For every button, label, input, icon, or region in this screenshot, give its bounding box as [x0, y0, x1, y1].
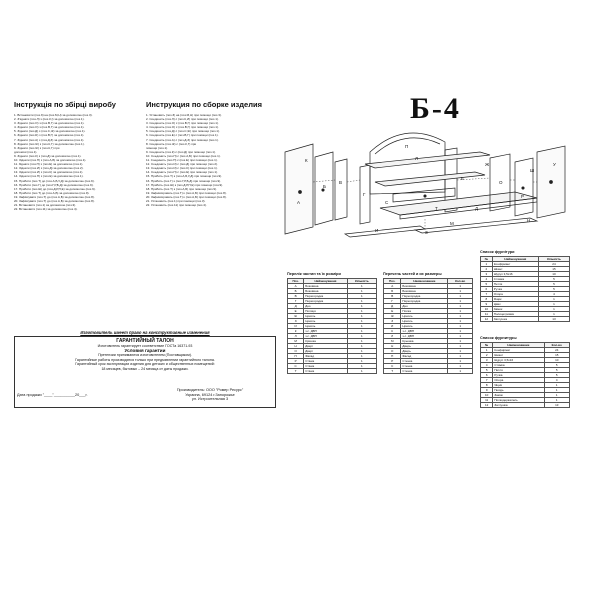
table-cell: К [288, 329, 304, 334]
warranty-line5: 18 месяцев, бытовых – 24 месяца от даты продажи. [101, 366, 189, 371]
table-cell: Н [384, 344, 401, 349]
table-cell: Г [384, 299, 401, 304]
table-cell: Ящик [493, 383, 544, 388]
warranty-line4: Гарантийный срок эксплуатации изделия для детских и общественных помещений: [75, 362, 215, 367]
table-cell: Опора [493, 378, 544, 383]
table-cell: з.с. ДВП [401, 329, 448, 334]
table-cell: Р [384, 359, 401, 364]
table-cell: С [288, 364, 304, 369]
instruction-step: 4. Зіднати (поз.О) з (поз.В,Г) за допомогою (поз.1). [14, 125, 85, 130]
diagram-part-label: И [375, 228, 379, 233]
hw-ua-title: Список фурнітури [480, 250, 515, 254]
instruction-step: 15. Прибити (поз.Т) до (поз.А,Б,У,Д) за допомогою (поз.9). [14, 178, 95, 183]
instruction-step: 10. Зіднати (поз.П) з (поз.А,Б) за допомогою (поз.1). [14, 158, 87, 163]
table-cell: 1 [538, 302, 569, 307]
table-cell: Стінка [304, 364, 348, 369]
table-cell: 3 [481, 272, 493, 277]
instruction-step: 22. Встановити (поз.11) за допомогою (поз.4). [14, 207, 78, 212]
table-cell: Петля [493, 368, 544, 373]
diagram-part-label: У [553, 162, 556, 167]
instruction-step: 5. Зіднати (поз.Д) з (поз.С,Ж) за допомогою (поз.1). [14, 129, 86, 134]
table-row [481, 403, 570, 408]
table-cell: 1 [347, 284, 376, 289]
table-cell: Перегородка [401, 294, 448, 299]
table-cell: 10 [481, 393, 493, 398]
table-cell: Стінка [304, 369, 348, 374]
diagram-part-label: М [450, 221, 454, 226]
table-cell: Б [384, 289, 401, 294]
instruction-step: 15. Прибить (поз.Т) к (поз.А,Б,У,Д) при помощи (поз.9). [146, 174, 223, 179]
table-cell: Боковина [304, 284, 348, 289]
table-cell: 12 [481, 317, 493, 322]
table-header: Кількість [538, 257, 569, 262]
table-cell: 1 [448, 284, 473, 289]
table-cell: 1 [448, 364, 473, 369]
manufacturer-address1: Украина, 69124 г.Запорожье [185, 392, 235, 397]
table-cell: 13 [544, 403, 570, 408]
instruction-step: 3. Соединить (поз.О) с (поз.В,Г) при помощи (поз.1). [146, 121, 219, 126]
table-cell: 5 [538, 282, 569, 287]
parts-table-ua [287, 278, 377, 374]
instruction-step: 8. Соединить (поз.Ж) с (поз.К,Г) при [146, 141, 197, 146]
table-cell: 1 [448, 299, 473, 304]
table-cell: Кришка [304, 339, 348, 344]
instruction-step: 13. Зіднати (поз.И) з (поз.К) за допомогою (поз.1). [14, 170, 84, 175]
table-cell: Шкант [493, 353, 544, 358]
table-cell: Стяжка [492, 277, 538, 282]
instruction-step: 2. З'єднати (поз.Л) з (поз.К,І) за допомогою (поз.1). [14, 117, 85, 122]
table-cell: Дно [401, 304, 448, 309]
parts-ru-title: Перечень частей и их размеры [383, 272, 442, 276]
table-cell: Двері [304, 344, 348, 349]
table-cell: 7 [481, 378, 493, 383]
table-cell: 9 [481, 388, 493, 393]
table-cell: 1 [448, 349, 473, 354]
instruction-step: 14. Зіднати (поз.П) з (поз.Е) за допомогою (поз.1). [14, 174, 84, 179]
table-header: Найменування [492, 257, 538, 262]
table-cell: Цоколь [401, 324, 448, 329]
table-cell: Стенка [401, 359, 448, 364]
table-cell: Полка [401, 309, 448, 314]
instruction-step: 6. Зіднати (поз.Є) з (поз.В,Г) за допомогою (поз.1). [14, 133, 85, 138]
table-cell: 6 [481, 287, 493, 292]
table-cell: 1 [347, 289, 376, 294]
table-cell: Д [288, 304, 304, 309]
table-cell: П [384, 354, 401, 359]
table-cell: Перегородка [304, 299, 348, 304]
diagram-part-label: К [305, 158, 308, 163]
right-steps-list [146, 113, 284, 207]
table-cell: 1 [448, 359, 473, 364]
instruction-step: 1. Встановити (поз.З) на (поз.М,Н) за допомогою (поз.3). [14, 113, 93, 117]
table-cell: И [288, 324, 304, 329]
table-cell: С [384, 364, 401, 369]
instruction-step: 20. Зафіксувати (поз.Т) до (поз.А,Б) за допомогою (поз.8). [14, 198, 95, 203]
table-cell: 1 [347, 339, 376, 344]
table-cell: Стінка [304, 359, 348, 364]
table-cell: Петля [492, 282, 538, 287]
table-row [384, 369, 473, 374]
diagram-part-label: Р [521, 194, 525, 199]
table-cell: А [384, 284, 401, 289]
table-cell: 5 [538, 287, 569, 292]
manufacturer-address2: ул. Истроительная 3 [191, 397, 229, 402]
table-cell: з.с. ДВП [304, 329, 348, 334]
instruction-step: 13. Соединить (поз.И) с (поз.К) при помощи (поз.1). [146, 166, 218, 171]
table-cell: 9 [481, 302, 493, 307]
instruction-step: 2. Соединить (поз.Л) с (поз.К,И) при помощи (поз.1). [146, 117, 219, 122]
table-cell: 1 [544, 383, 570, 388]
table-cell: Т [384, 369, 401, 374]
instruction-step: 18. Прибити (поз.Т) до (поз.А,Б) за допомогою (поз.9). [14, 190, 90, 195]
table-cell: Перегородка [304, 294, 348, 299]
table-cell: 1 [347, 334, 376, 339]
table-cell: Г [288, 299, 304, 304]
table-header: Кол-во [544, 343, 570, 348]
table-cell: 10 [544, 358, 570, 363]
table-header: Наименование [493, 343, 544, 348]
table-cell: В [288, 294, 304, 299]
table-cell: 1 [448, 344, 473, 349]
diagram-part-label: З [425, 230, 428, 235]
table-cell: Боковина [401, 289, 448, 294]
instruction-step: 22. Установить (поз.11) при помощи (поз.4). [146, 203, 207, 208]
table-cell: 1 [448, 294, 473, 299]
instruction-step: 9. Зіднати (поз.К) з (поз.Д) за допомогою (поз.1). [14, 153, 82, 158]
instruction-step: 19. Зафиксировать (поз.Т) к (поз.А,Б) при помощи (поз.8). [146, 190, 227, 195]
table-row [288, 369, 377, 374]
exploded-diagram [275, 122, 575, 247]
instruction-step: 10. Соединить (поз.П) с (поз.А,Б) при помощи (поз.1). [146, 153, 221, 158]
table-cell: 24 [544, 348, 570, 353]
table-cell: 1 [347, 349, 376, 354]
table-cell: 15 [544, 353, 570, 358]
table-cell: Ж [384, 314, 401, 319]
diagram-part-label: С [385, 200, 389, 205]
table-cell: Б [288, 289, 304, 294]
table-cell: 5 [544, 373, 570, 378]
table-cell: Шуруп 3,5х16 [493, 358, 544, 363]
table-cell: Фасад [304, 354, 348, 359]
table-cell: Ящик [492, 297, 538, 302]
table-cell: 1 [538, 307, 569, 312]
table-cell: Стяжка [493, 363, 544, 368]
table-cell: 12 [481, 403, 493, 408]
instruction-step: допомозі (поз.1). [14, 149, 38, 154]
diagram-part-label: Л [415, 156, 418, 161]
right-title: Инструкция по сборке изделия [146, 100, 262, 109]
table-header: Найменування [304, 279, 348, 284]
table-cell: 5 [538, 277, 569, 282]
table-cell: О [384, 349, 401, 354]
table-cell: Гвоздь [493, 388, 544, 393]
parts-ua-title: Перелік частин та їх розміри [287, 272, 341, 276]
table-cell: Стенка [401, 364, 448, 369]
design-change-note: Изготовитель имеет право на конструктивные изменения [80, 330, 210, 335]
instruction-step: 12. Соединить (поз.И) с (поз.Д) при помощи (поз.2). [146, 162, 218, 167]
table-cell: В [384, 294, 401, 299]
table-cell: Ручка [492, 287, 538, 292]
diagram-part-label: О [499, 180, 503, 185]
table-cell: Цоколь [401, 319, 448, 324]
table-cell: 1 [347, 314, 376, 319]
table-row [481, 317, 570, 322]
instruction-step: помощи (поз.1). [146, 145, 168, 150]
diagram-part-label: Н [527, 218, 531, 223]
parts-table-ru [383, 278, 473, 374]
table-cell: Е [384, 309, 401, 314]
diagram-part-label: Е [461, 176, 465, 181]
instruction-step: 16. Прибить (поз.Г) к (поз.Г,Р,Б,Д) при помощи (поз.9). [146, 178, 222, 183]
sale-date-field: Дата продажи "____"__________20___г. [17, 393, 88, 397]
table-cell: 1 [448, 354, 473, 359]
table-cell: 5 [481, 282, 493, 287]
diagram-part-label: В [339, 180, 343, 185]
panel-v [335, 159, 347, 220]
table-cell: 1 [481, 348, 493, 353]
table-cell: 1 [448, 309, 473, 314]
table-cell: 10 [481, 307, 493, 312]
diagram-part-label: Ж [485, 162, 490, 167]
table-cell: Н [288, 344, 304, 349]
table-header: Поз. [384, 279, 401, 284]
table-cell: 1 [347, 324, 376, 329]
table-cell: 1 [481, 262, 493, 267]
table-cell: 1 [448, 334, 473, 339]
table-cell: 4 [538, 292, 569, 297]
table-cell: Боковина [401, 284, 448, 289]
table-cell: 2 [481, 267, 493, 272]
instruction-step: 9. Зіднати (поз.Ж) з (поз.К,Г) при [14, 145, 60, 150]
table-cell: Т [288, 369, 304, 374]
table-cell: 7 [481, 292, 493, 297]
table-cell: З [288, 319, 304, 324]
table-cell: 1 [538, 312, 569, 317]
warranty-line3: Гарантийные работы производятся только при предъявлении гарантийного талона. [75, 357, 215, 362]
table-cell: Шкант [492, 267, 538, 272]
instruction-step: 3. Зіднати (поз.О) з (поз.В,Г) за допомогою (поз.1). [14, 121, 85, 126]
table-cell: з.с. ДВП [304, 334, 348, 339]
instruction-step: 5. Соединить (поз.Д) с (поз.С,Ж) при помощи (поз.1). [146, 129, 220, 134]
table-cell: 1 [347, 344, 376, 349]
table-cell: Е [288, 309, 304, 314]
table-cell: 1 [448, 289, 473, 294]
table-cell: 1 [347, 364, 376, 369]
table-cell: 2 [481, 353, 493, 358]
table-cell: 5 [544, 363, 570, 368]
diagram-part-label: П [405, 144, 409, 149]
table-cell: Л [384, 334, 401, 339]
model-title: Б-4 [410, 92, 461, 125]
instruction-step: 7. Соединить (поз.А) с (поз.Д,З) при помощи (поз.1). [146, 137, 219, 142]
table-cell: Крышка [401, 339, 448, 344]
table-cell: 1 [347, 309, 376, 314]
table-cell: Цоколь [401, 314, 448, 319]
hw-ru-title: Список фурнитуры [480, 336, 517, 340]
table-cell: 8 [481, 383, 493, 388]
table-cell: Р [288, 359, 304, 364]
warranty-line2: Претензии принимаются изготовителем (Поставщиком). [98, 353, 192, 358]
instruction-step: 14. Соединить (поз.П) с (поз.Е) при помощи (поз.1). [146, 170, 218, 175]
table-cell: Двері [304, 349, 348, 354]
instruction-step: 7. Зіднати (поз.А) з (поз.Д,З) за допомогою (поз.1). [14, 137, 85, 142]
table-cell: 1 [544, 393, 570, 398]
table-cell: Ручка [493, 373, 544, 378]
table-cell: З [384, 319, 401, 324]
table-cell: 1 [347, 319, 376, 324]
table-cell: Цвях [492, 302, 538, 307]
table-cell: Цоколь [304, 319, 348, 324]
table-cell: К [384, 329, 401, 334]
table-cell: О [288, 349, 304, 354]
instruction-step: 19. Зафіксувати (поз.Т) до (поз.А,Б) за допомогою (поз.8). [14, 194, 95, 199]
table-cell: М [384, 339, 401, 344]
instruction-step: 6. Соединить (поз.Е) с (поз.В,Г) при помощи (поз.1). [146, 133, 219, 138]
panel-a [285, 144, 313, 234]
table-cell: Стенка [401, 369, 448, 374]
table-cell: Д [384, 304, 401, 309]
table-cell: Дверь [401, 344, 448, 349]
instruction-step: 9. Соединить (поз.К) с (поз.Д) при помощи (поз.1). [146, 149, 216, 154]
table-cell: Опора [492, 292, 538, 297]
table-cell: Конфирмат [493, 348, 544, 353]
instruction-step: 12. Зіднати (поз.И) з (поз.Д) за допомогою (поз.2). [14, 166, 84, 171]
table-cell: 5 [481, 368, 493, 373]
table-cell: 4 [481, 363, 493, 368]
table-cell: 4 [481, 277, 493, 282]
table-cell: Боковина [304, 289, 348, 294]
warranty-gost: Изготовитель гарантирует соответствие ГОСТа 16371-93 [97, 344, 193, 348]
instruction-step: 16. Прибити (поз.Г) до (поз.Г,Р,Б,Д) за допомогою (поз.9). [14, 182, 94, 187]
instruction-step: 20. Зафиксировать (поз.Т) к (поз.А,Б) при помощи (поз.8). [146, 194, 227, 199]
table-cell: Дверь [401, 349, 448, 354]
table-cell: 1 [448, 329, 473, 334]
table-cell: Замок [493, 393, 544, 398]
diagram-part-label: Т [435, 206, 438, 211]
table-cell: Фасад [401, 354, 448, 359]
table-cell: 1 [347, 354, 376, 359]
table-cell: 11 [481, 312, 493, 317]
instruction-step: 4. Соединить (поз.О) с (поз.В,Г) при помощи (поз.1). [146, 125, 219, 130]
table-cell: Цоколь [304, 324, 348, 329]
manufacturer-block [155, 388, 265, 402]
instruction-step: 18. Прибить (поз.Т) к (поз.А,Б) при помощи (поз.9). [146, 186, 217, 191]
table-cell: Полиця [304, 309, 348, 314]
table-cell: 1 [538, 297, 569, 302]
diagram-part-label: Б [323, 184, 326, 189]
instruction-step: 21. Встановити (поз.1) за допомогою (поз.3). [14, 203, 77, 208]
left-title: Інструкція по збірці виробу [14, 100, 116, 109]
table-cell: 10 [538, 272, 569, 277]
instruction-step: 11. Зіднати (поз.П) з (поз.Е) за допомогою (поз.1). [14, 162, 84, 167]
manufacturer-name: Производитель: ООО "Ромер Ресурс" [176, 388, 244, 392]
table-cell: И [384, 324, 401, 329]
table-cell: з.с. ДВП [401, 334, 448, 339]
table-cell: 8 [481, 297, 493, 302]
table-cell: Замок [492, 307, 538, 312]
table-cell: 3 [481, 358, 493, 363]
table-cell: 5 [544, 368, 570, 373]
table-header: Кол-во [448, 279, 473, 284]
table-cell: Конфірмант [492, 262, 538, 267]
table-cell: 13 [538, 317, 569, 322]
instruction-step: 8. Зіднати (поз.Ж) з (поз.К,Г) за допомогою (поз.1). [14, 141, 85, 146]
diagram-part-label: А [297, 200, 301, 205]
table-cell: 1 [347, 329, 376, 334]
warranty-card [14, 336, 276, 408]
instruction-step: 21. Установить (поз.1) при помощи (поз.3). [146, 198, 206, 203]
table-cell: П [288, 354, 304, 359]
diagram-part-label: Г [363, 192, 366, 197]
instruction-step: 11. Соединить (поз.П) с (поз.Е) при помощи (поз.1). [146, 158, 218, 163]
table-cell: 1 [448, 339, 473, 344]
warranty-title: ГАРАНТИЙНЫЙ ТАЛОН [116, 338, 174, 344]
table-cell: 1 [448, 314, 473, 319]
hardware-table-ru [480, 342, 570, 408]
table-header: Поз. [288, 279, 304, 284]
table-cell: Заглушка [493, 403, 544, 408]
table-header: Наименование [401, 279, 448, 284]
table-header: № [481, 343, 493, 348]
table-header: № [481, 257, 493, 262]
table-cell: 1 [347, 294, 376, 299]
table-cell: 4 [544, 378, 570, 383]
table-cell: 1 [448, 304, 473, 309]
table-cell: Полкодержатель [493, 398, 544, 403]
table-cell: 1 [448, 324, 473, 329]
table-cell: 6 [481, 373, 493, 378]
table-cell: 1 [347, 359, 376, 364]
hardware-table-ua [480, 256, 570, 322]
table-cell: Перегородка [401, 299, 448, 304]
table-cell: 1 [448, 369, 473, 374]
table-cell: Заглушка [492, 317, 538, 322]
table-cell: 1 [347, 299, 376, 304]
left-steps-list [14, 113, 142, 211]
table-cell: 1 [347, 369, 376, 374]
table-cell: Шуруп 3,5х16 [492, 272, 538, 277]
table-cell: 1 [347, 304, 376, 309]
instruction-step: 1. Установить (поз.З) на (поз.М,Н) при помощи (поз.3). [146, 113, 222, 117]
table-cell: 1 [544, 388, 570, 393]
instruction-step: 17. Прибить (поз.Ш) к (поз.Д,Р,П,Е) при помощи (поз.9). [146, 182, 224, 187]
table-cell: 1 [448, 319, 473, 324]
diagram-part-label: Д [475, 206, 479, 211]
table-cell: 11 [481, 398, 493, 403]
table-cell: Ж [288, 314, 304, 319]
table-cell: М [288, 339, 304, 344]
table-header: Кількість [347, 279, 376, 284]
instruction-step: 17. Прибити (поз.Ш) до (поз.Д,Р,П,Е) за допомогою (поз.9). [14, 186, 96, 191]
table-cell: А [288, 284, 304, 289]
table-cell: Цоколь [304, 314, 348, 319]
table-cell: 1 [544, 398, 570, 403]
table-cell: Дно [304, 304, 348, 309]
table-cell: 24 [538, 262, 569, 267]
diagram-part-label: Ш [530, 168, 535, 173]
table-cell: Полицетримач [492, 312, 538, 317]
warranty-conditions-title: Условия гарантии [124, 348, 166, 354]
table-cell: Л [288, 334, 304, 339]
table-cell: 15 [538, 267, 569, 272]
